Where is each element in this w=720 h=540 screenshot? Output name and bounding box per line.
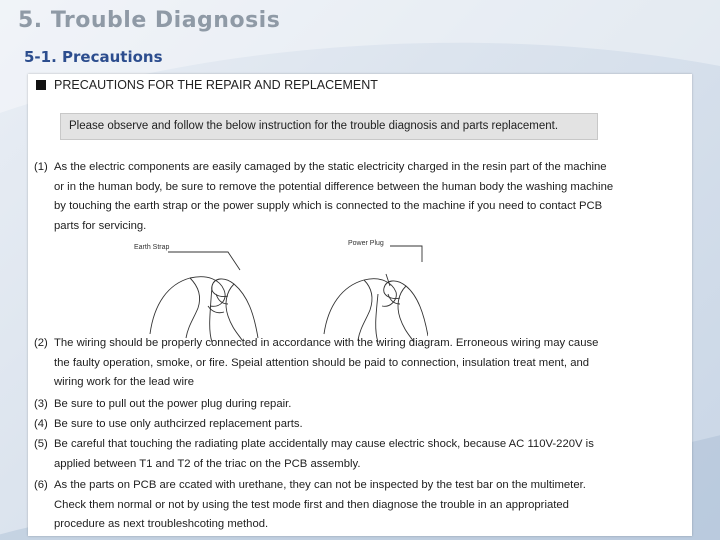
item-number: (1): [34, 161, 48, 173]
item-text: Be sure to pull out the power plug during repair.: [54, 398, 292, 410]
item-number: (3): [34, 398, 48, 410]
item-text: The wiring should be properly connected in accordance with the wiring diagram. Erroneous wiring may cause the faulty operation, smoke, or fire. Speial attention should be paid to connection, insulation treat ment, and wiring work for the lead wire: [54, 337, 599, 388]
power-plug-label: Power Plug: [348, 240, 384, 247]
list-item: [34, 158, 614, 236]
hands-illustration: [128, 234, 428, 344]
earth-strap-label: Earth Strap: [134, 244, 170, 251]
list-item: [34, 395, 614, 415]
bullet-square-icon: [36, 80, 46, 90]
item-number: (5): [34, 438, 48, 450]
section-heading-text: PRECAUTIONS FOR THE REPAIR AND REPLACEMENT: [54, 78, 378, 92]
item-text: Be sure to use only authcirzed replacement parts.: [54, 418, 303, 430]
list-item: [34, 435, 614, 474]
list-item: [34, 334, 614, 393]
list-item: [34, 476, 614, 535]
list-item: [34, 415, 614, 435]
item-text: As the electric components are easily camaged by the static electricity charged in the resin part of the machine or in the human body, be sure to remove the potential difference between the human body the washing machine by touching the earth strap or the power supply which is connected to the machine if you need to contact PCB parts for servicing.: [54, 161, 614, 232]
item-number: (2): [34, 337, 48, 349]
item-text: As the parts on PCB are ccated with urethane, they can not be inspected by the test bar on the multimeter. Check them normal or not by using the test mode first and then diagnose the trouble in an appropriated procedure as next troubleshcoting method.: [54, 479, 586, 530]
section-heading: [36, 78, 378, 92]
item-text: Be careful that touching the radiating plate accidentally may cause electric shock, because AC 110V-220V is applied between T1 and T2 of the triac on the PCB assembly.: [54, 438, 594, 470]
item-number: (4): [34, 418, 48, 430]
slide-title: 5. Trouble Diagnosis: [18, 8, 281, 33]
hands-drawing: [128, 234, 428, 344]
notice-box: Please observe and follow the below instruction for the trouble diagnosis and parts replacement.: [60, 113, 598, 140]
document-page: [28, 74, 692, 536]
slide-subtitle: 5-1. Precautions: [24, 48, 163, 66]
item-number: (6): [34, 479, 48, 491]
